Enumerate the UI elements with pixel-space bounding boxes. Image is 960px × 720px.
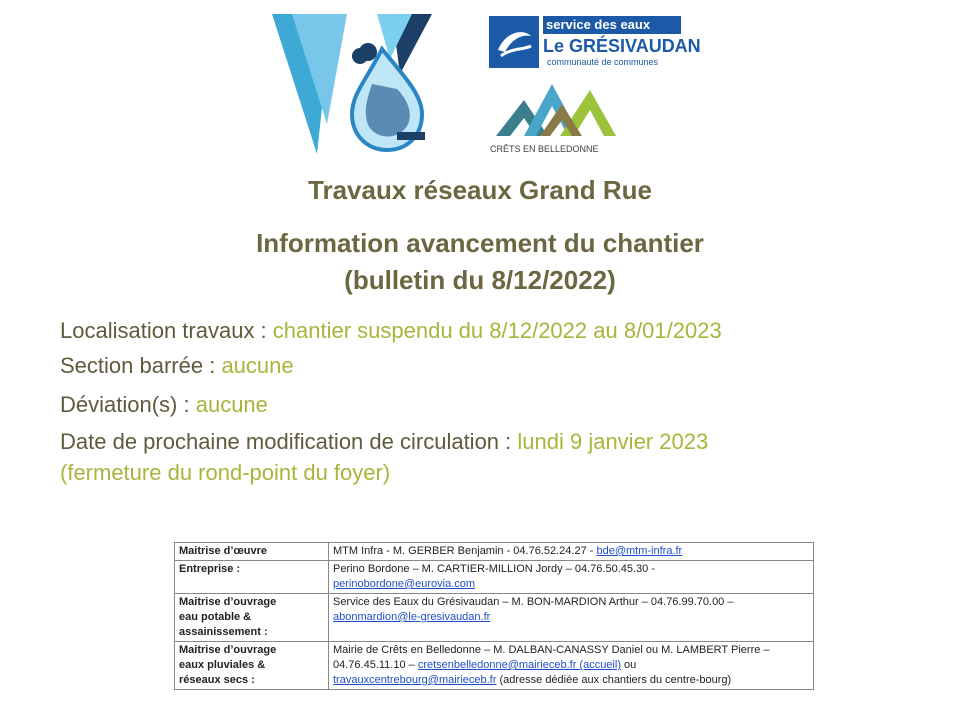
subtitle-line2: (bulletin du 8/12/2022)	[344, 265, 616, 295]
date-label: Date de prochaine modification de circulation :	[60, 429, 518, 454]
row3-value	[329, 594, 814, 642]
info-date	[60, 429, 708, 455]
row2-key: Entreprise :	[175, 561, 329, 594]
gresivaudan-logo	[489, 16, 701, 68]
info-deviation	[60, 392, 268, 418]
localisation-label: Localisation travaux :	[60, 318, 273, 343]
row1-text: MTM Infra - M. GERBER Benjamin - 04.76.52.24.27 -	[333, 545, 597, 557]
localisation-value: chantier suspendu du 8/12/2022 au 8/01/2023	[272, 318, 722, 343]
row3-key-line3: assainissement :	[179, 626, 268, 638]
table-row	[175, 543, 814, 561]
info-localisation	[60, 318, 722, 344]
row1-email-link[interactable]: bde@mtm-infra.fr	[596, 545, 683, 557]
row4-email1-link[interactable]: cretsenbelledonne@mairieceb.fr (accueil)	[417, 659, 621, 671]
row4-key-line2: eaux pluviales &	[179, 659, 266, 671]
date-value: lundi 9 janvier 2023	[517, 429, 709, 454]
row4-text2: 04.76.45.11.10 –	[333, 659, 418, 671]
table-row	[175, 594, 814, 642]
row3-key	[175, 594, 329, 642]
row4-text3: (adresse dédiée aux chantiers du centre-bourg)	[496, 674, 732, 686]
row4-text2b: ou	[620, 659, 637, 671]
row2-text: Perino Bordone – M. CARTIER-MILLION Jordy – 04.76.50.45.30 -	[333, 563, 656, 575]
row2-value	[329, 561, 814, 594]
crets-logo	[490, 76, 620, 158]
row2-email-link[interactable]: perinobordone@eurovia.com	[333, 578, 476, 590]
row4-email2-link[interactable]: travauxcentrebourg@mairieceb.fr	[333, 674, 497, 686]
deviation-value: aucune	[195, 392, 268, 417]
row1-key: Maitrise d’œuvre	[175, 543, 329, 561]
row4-key	[175, 642, 329, 690]
row4-text1: Mairie de Crêts en Belledonne – M. DALBAN-CANASSY Daniel ou M. LAMBERT Pierre –	[333, 644, 770, 656]
section-label: Section barrée :	[60, 353, 222, 378]
date-value-2: (fermeture du rond-point du foyer)	[60, 460, 391, 485]
row3-key-line1: Maitrise d’ouvrage	[179, 596, 277, 608]
deviation-label: Déviation(s) :	[60, 392, 196, 417]
table-row	[175, 561, 814, 594]
gresivaudan-line2: Le GRÉSIVAUDAN	[543, 36, 701, 56]
subtitle-line1: Information avancement du chantier	[256, 228, 704, 258]
info-section	[60, 353, 294, 379]
row3-email-link[interactable]: abonmardion@le-gresivaudan.fr	[333, 611, 491, 623]
gresivaudan-line1: service des eaux	[543, 16, 681, 34]
section-value: aucune	[221, 353, 294, 378]
page-title: Travaux réseaux Grand Rue	[308, 175, 652, 205]
row4-key-line3: réseaux secs :	[179, 674, 255, 686]
row3-key-line2: eau potable &	[179, 611, 252, 623]
row4-key-line1: Maitrise d’ouvrage	[179, 644, 277, 656]
contacts-table	[174, 542, 814, 690]
table-row	[175, 642, 814, 690]
row4-value	[329, 642, 814, 690]
row3-text: Service des Eaux du Grésivaudan – M. BON-MARDION Arthur – 04.76.99.70.00 –	[333, 596, 734, 608]
row1-value	[329, 543, 814, 561]
water-drop-logo	[272, 14, 432, 154]
gresivaudan-line3: communauté de communes	[547, 57, 659, 67]
crets-label: CRÊTS EN BELLEDONNE	[490, 144, 599, 154]
